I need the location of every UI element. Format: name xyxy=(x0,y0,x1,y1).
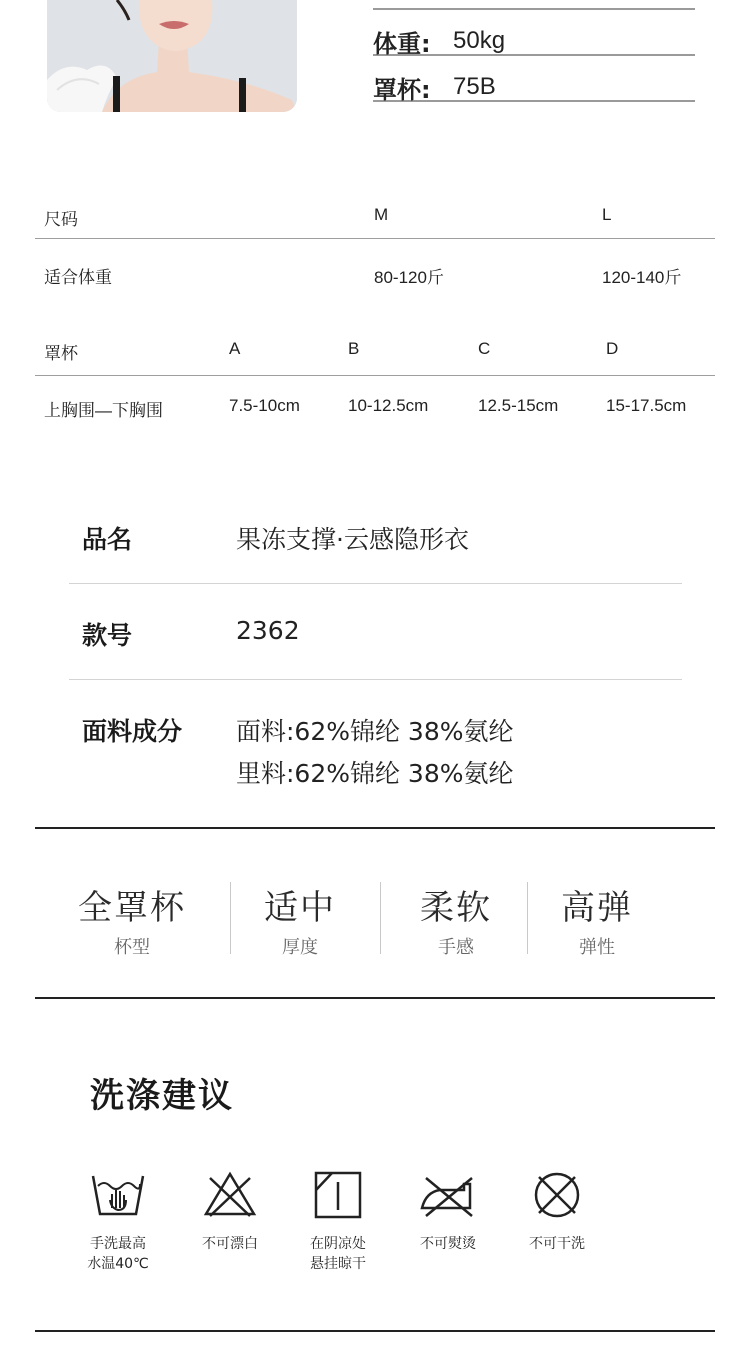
size-table-divider xyxy=(35,238,715,239)
feature-value: 适中 xyxy=(264,888,336,928)
feature-cup-type xyxy=(72,880,192,958)
size-row-label: 适合体重 xyxy=(44,268,112,287)
shade-dry-icon xyxy=(310,1170,366,1220)
feature-value: 高弹 xyxy=(561,888,633,928)
stat-label: 罩杯: xyxy=(373,76,431,104)
info-divider xyxy=(69,583,682,584)
section-divider xyxy=(35,997,715,999)
stat-label: 体重: xyxy=(373,30,431,58)
size-header-l: L xyxy=(602,205,612,224)
no-iron-icon xyxy=(418,1170,478,1220)
cup-table-divider xyxy=(35,375,715,376)
care-title: 洗涤建议 xyxy=(90,1076,234,1116)
product-name-label: 品名 xyxy=(82,525,133,554)
size-header-label: 尺码 xyxy=(44,210,78,229)
cup-header-c: C xyxy=(478,339,491,358)
fabric-label: 面料成分 xyxy=(82,717,183,746)
model-photo xyxy=(47,0,297,112)
feature-separator xyxy=(527,882,528,954)
care-label-line: 悬挂晾干 xyxy=(310,1256,366,1272)
cup-header-a: A xyxy=(229,339,241,358)
feature-label: 弹性 xyxy=(579,937,615,958)
cup-header-label: 罩杯 xyxy=(44,344,78,363)
care-label-line: 不可干洗 xyxy=(529,1236,585,1252)
cup-row-b: 10-12.5cm xyxy=(348,396,429,415)
cup-header-b: B xyxy=(348,339,360,358)
section-divider xyxy=(35,1330,715,1332)
no-bleach-icon xyxy=(202,1170,258,1220)
feature-hand-feel xyxy=(396,880,516,958)
feature-thickness xyxy=(240,880,360,958)
care-item-no-bleach xyxy=(180,1170,280,1254)
feature-elasticity xyxy=(537,880,657,958)
feature-separator xyxy=(380,882,381,954)
stat-value: 50kg xyxy=(453,27,506,54)
fabric-line-outer: 面料:62%锦纶 38%氨纶 xyxy=(236,717,514,746)
product-name-value: 果冻支撑·云感隐形衣 xyxy=(236,525,469,554)
feature-value: 全罩杯 xyxy=(78,888,186,928)
care-label-line: 不可漂白 xyxy=(202,1236,258,1252)
feature-label: 手感 xyxy=(438,937,474,958)
care-item-no-dry-clean xyxy=(507,1170,607,1254)
no-dry-clean-icon xyxy=(529,1170,585,1220)
feature-separator xyxy=(230,882,231,954)
section-divider xyxy=(35,827,715,829)
size-row-l: 120-140斤 xyxy=(602,268,682,287)
care-label-line: 在阴凉处 xyxy=(310,1236,366,1252)
style-number-label: 款号 xyxy=(82,621,133,650)
care-label-line: 手洗最高 xyxy=(90,1236,146,1252)
cup-header-d: D xyxy=(606,339,619,358)
cup-row-d: 15-17.5cm xyxy=(606,396,687,415)
cup-row-label: 上胸围—下胸围 xyxy=(44,401,163,420)
hand-wash-icon xyxy=(90,1170,146,1220)
fabric-line-lining: 里料:62%锦纶 38%氨纶 xyxy=(236,759,514,788)
stat-row-weight xyxy=(373,10,695,56)
feature-label: 杯型 xyxy=(114,937,150,958)
size-row-m: 80-120斤 xyxy=(374,268,444,287)
info-divider xyxy=(69,679,682,680)
care-label-line: 不可熨烫 xyxy=(420,1236,476,1252)
feature-value: 柔软 xyxy=(420,888,492,928)
cup-row-c: 12.5-15cm xyxy=(478,396,559,415)
care-item-no-iron xyxy=(398,1170,498,1254)
stat-value: 75B xyxy=(453,73,496,100)
feature-label: 厚度 xyxy=(282,937,318,958)
size-header-m: M xyxy=(374,205,389,224)
style-number-value: 2362 xyxy=(236,616,300,645)
care-label-line: 水温40℃ xyxy=(87,1256,149,1272)
stat-row-cup xyxy=(373,56,695,102)
care-item-hand-wash xyxy=(68,1170,168,1274)
care-item-shade-dry xyxy=(288,1170,388,1274)
cup-row-a: 7.5-10cm xyxy=(229,396,300,415)
